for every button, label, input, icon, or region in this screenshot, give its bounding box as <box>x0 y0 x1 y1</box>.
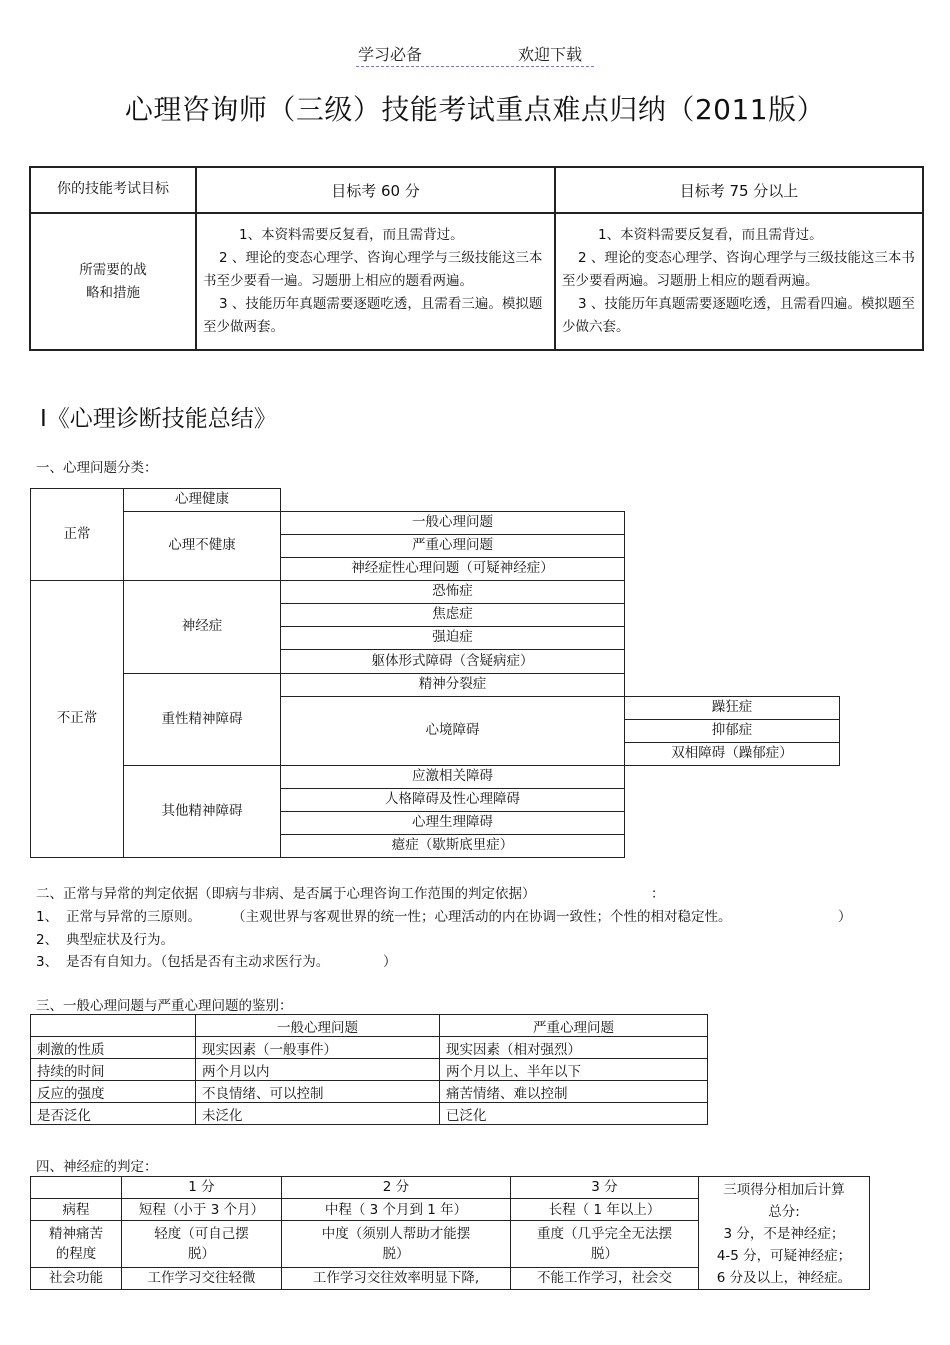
comparison-table <box>30 1014 708 1125</box>
cmp-cell: 现实因素（一般事件） <box>196 1037 440 1059</box>
neu-cell: 工作学习交往效率明显下降, <box>282 1267 511 1289</box>
cls-item: 神经症性心理问题（可疑神经症） <box>280 557 625 581</box>
cls-item: 恐怖症 <box>280 580 625 604</box>
section-title: Ⅰ《心理诊断技能总结》 <box>40 406 277 432</box>
cmp-cell: 反应的强度 <box>31 1081 196 1103</box>
s2-item-text: 正常与异常的三原则。 <box>66 909 201 925</box>
cls-item: 焦虑症 <box>280 603 625 627</box>
cls-unhealthy: 心理不健康 <box>123 511 281 581</box>
document-title: 心理咨询师（三级）技能考试重点难点归纳（2011版） <box>124 93 826 126</box>
s3-heading: 三、一般心理问题与严重心理问题的鉴别： <box>36 998 293 1014</box>
cls-normal: 正常 <box>30 488 124 581</box>
cmp-cell: 已泛化 <box>440 1103 708 1125</box>
cls-item: 人格障碍及性心理障碍 <box>280 788 625 812</box>
neu-cell <box>511 1221 699 1267</box>
cls-healthy: 心理健康 <box>123 488 281 512</box>
s2-item-text: 典型症状及行为。 <box>66 932 174 948</box>
s1-heading: 一、心理问题分类： <box>36 460 158 476</box>
strategy-60-item: 2 、理论的变态心理学、咨询心理学与三级技能这三本书至少要看一遍。习题册上相应的题看两遍。 <box>203 250 543 289</box>
s2-item-num: 1、 <box>36 909 59 925</box>
cls-item: 躯体形式障碍（含疑病症） <box>280 649 625 674</box>
cls-item: 应激相关障碍 <box>280 765 625 789</box>
s2-heading: 二、正常与异常的判定依据（即病与非病、是否属于心理咨询工作范围的判定依据） <box>36 886 536 902</box>
goal-75: 目标考 75 分以上 <box>555 167 923 213</box>
neu-cell <box>122 1221 282 1267</box>
cls-item: 癔症（歇斯底里症） <box>280 834 625 858</box>
neu-header: 2 分 <box>282 1177 511 1199</box>
cmp-cell: 两个月以上、半年以下 <box>440 1059 708 1081</box>
cls-item: 强迫症 <box>280 626 625 650</box>
cls-item: 严重心理问题 <box>280 534 625 558</box>
cmp-header: 一般心理问题 <box>196 1015 440 1037</box>
neu-total <box>699 1177 870 1290</box>
cmp-cell: 痛苦情绪、难以控制 <box>440 1081 708 1103</box>
strategy-60-item: 3 、技能历年真题需要逐题吃透，且需看三遍。模拟题至少做两套。 <box>203 296 543 335</box>
neu-cell: 不能工作学习，社会交 <box>511 1267 699 1289</box>
cls-item: 心理生理障碍 <box>280 811 625 835</box>
cmp-header: 严重心理问题 <box>440 1015 708 1037</box>
strategy-60-item: 1、本资料需要反复看，而且需背过。 <box>239 227 464 243</box>
neu-cell <box>31 1221 122 1267</box>
strategy-75-item: 3 、技能历年真题需要逐题吃透，且需看四遍。模拟题至少做六套。 <box>562 296 915 335</box>
cmp-cell: 刺激的性质 <box>31 1037 196 1059</box>
neu-header: 3 分 <box>511 1177 699 1199</box>
s2-item-end: ） <box>838 909 852 925</box>
neu-total-line: 4-5 分，可疑神经症； <box>716 1248 852 1264</box>
cls-item: 一般心理问题 <box>280 511 625 535</box>
goal-label: 你的技能考试目标 <box>30 167 196 213</box>
strategy-label <box>30 213 196 350</box>
cls-item: 双相障碍（躁郁症） <box>624 742 840 766</box>
strategy-75 <box>555 213 923 350</box>
cls-abnormal: 不正常 <box>30 580 124 858</box>
neu-cell-text: 精神痛苦的程度 <box>49 1225 103 1263</box>
neu-cell: 病程 <box>31 1199 122 1221</box>
strategy-75-item: 2 、理论的变态心理学、咨询心理学与三级技能这三本书至少要看两遍。习题册上相应的题看两遍。 <box>562 250 915 289</box>
neu-cell: 长程（ 1 年以上） <box>511 1199 699 1221</box>
s4-heading: 四、神经症的判定： <box>36 1159 158 1175</box>
neu-header: 1 分 <box>122 1177 282 1199</box>
goal-60: 目标考 60 分 <box>196 167 555 213</box>
neu-cell-text: 轻度（可自己摆脱） <box>154 1225 249 1263</box>
neu-total-line: 6 分及以上，神经症。 <box>716 1270 852 1286</box>
s2-item-num: 2、 <box>36 932 59 948</box>
neurosis-table <box>30 1176 870 1290</box>
neu-cell <box>282 1221 511 1267</box>
cmp-cell: 不良情绪、可以控制 <box>196 1081 440 1103</box>
neu-header <box>31 1177 122 1199</box>
strategy-60 <box>196 213 555 350</box>
cls-item: 抑郁症 <box>624 719 840 743</box>
s2-colon: ： <box>651 886 665 902</box>
cmp-cell: 是否泛化 <box>31 1103 196 1125</box>
s2-item-end: ） <box>383 954 397 970</box>
strategy-75-item: 1、本资料需要反复看，而且需背过。 <box>598 227 823 243</box>
s2-item-num: 3、 <box>36 954 59 970</box>
neu-cell-text: 重度（几乎完全无法摆脱） <box>537 1225 672 1263</box>
cls-item: 躁狂症 <box>624 696 840 720</box>
neu-total-line: 3 分，不是神经症； <box>723 1226 845 1242</box>
page-header <box>356 42 594 67</box>
neu-cell: 工作学习交往轻微 <box>122 1267 282 1289</box>
neu-total-title: 三项得分相加后计算总分: <box>723 1182 845 1220</box>
goal-table <box>29 166 924 351</box>
cls-severe: 重性精神障碍 <box>123 673 281 766</box>
header-left: 学习必备 <box>358 45 423 64</box>
cmp-cell: 现实因素（相对强烈） <box>440 1037 708 1059</box>
s2-item-text: 是否有自知力。（包括是否有主动求医行为。 <box>66 954 330 970</box>
cmp-cell: 两个月以内 <box>196 1059 440 1081</box>
header-right: 欢迎下载 <box>518 45 583 64</box>
cls-neurosis: 神经症 <box>123 580 281 674</box>
neu-cell-text: 中度（须别人帮助才能摆脱） <box>321 1225 471 1263</box>
neu-cell: 中程（ 3 个月到 1 年） <box>282 1199 511 1221</box>
neu-cell: 社会功能 <box>31 1267 122 1289</box>
cmp-cell: 未泛化 <box>196 1103 440 1125</box>
strategy-label-text: 所需要的战略和措施 <box>79 261 147 301</box>
cls-mood: 心境障碍 <box>280 696 625 766</box>
cls-item: 精神分裂症 <box>280 673 625 697</box>
neu-cell: 短程（小于 3 个月） <box>122 1199 282 1221</box>
cmp-cell: 持续的时间 <box>31 1059 196 1081</box>
s2-item-extra: （主观世界与客观世界的统一性；心理活动的内在协调一致性；个性的相对稳定性。 <box>232 909 732 925</box>
cmp-header <box>31 1015 196 1037</box>
cls-other: 其他精神障碍 <box>123 765 281 858</box>
